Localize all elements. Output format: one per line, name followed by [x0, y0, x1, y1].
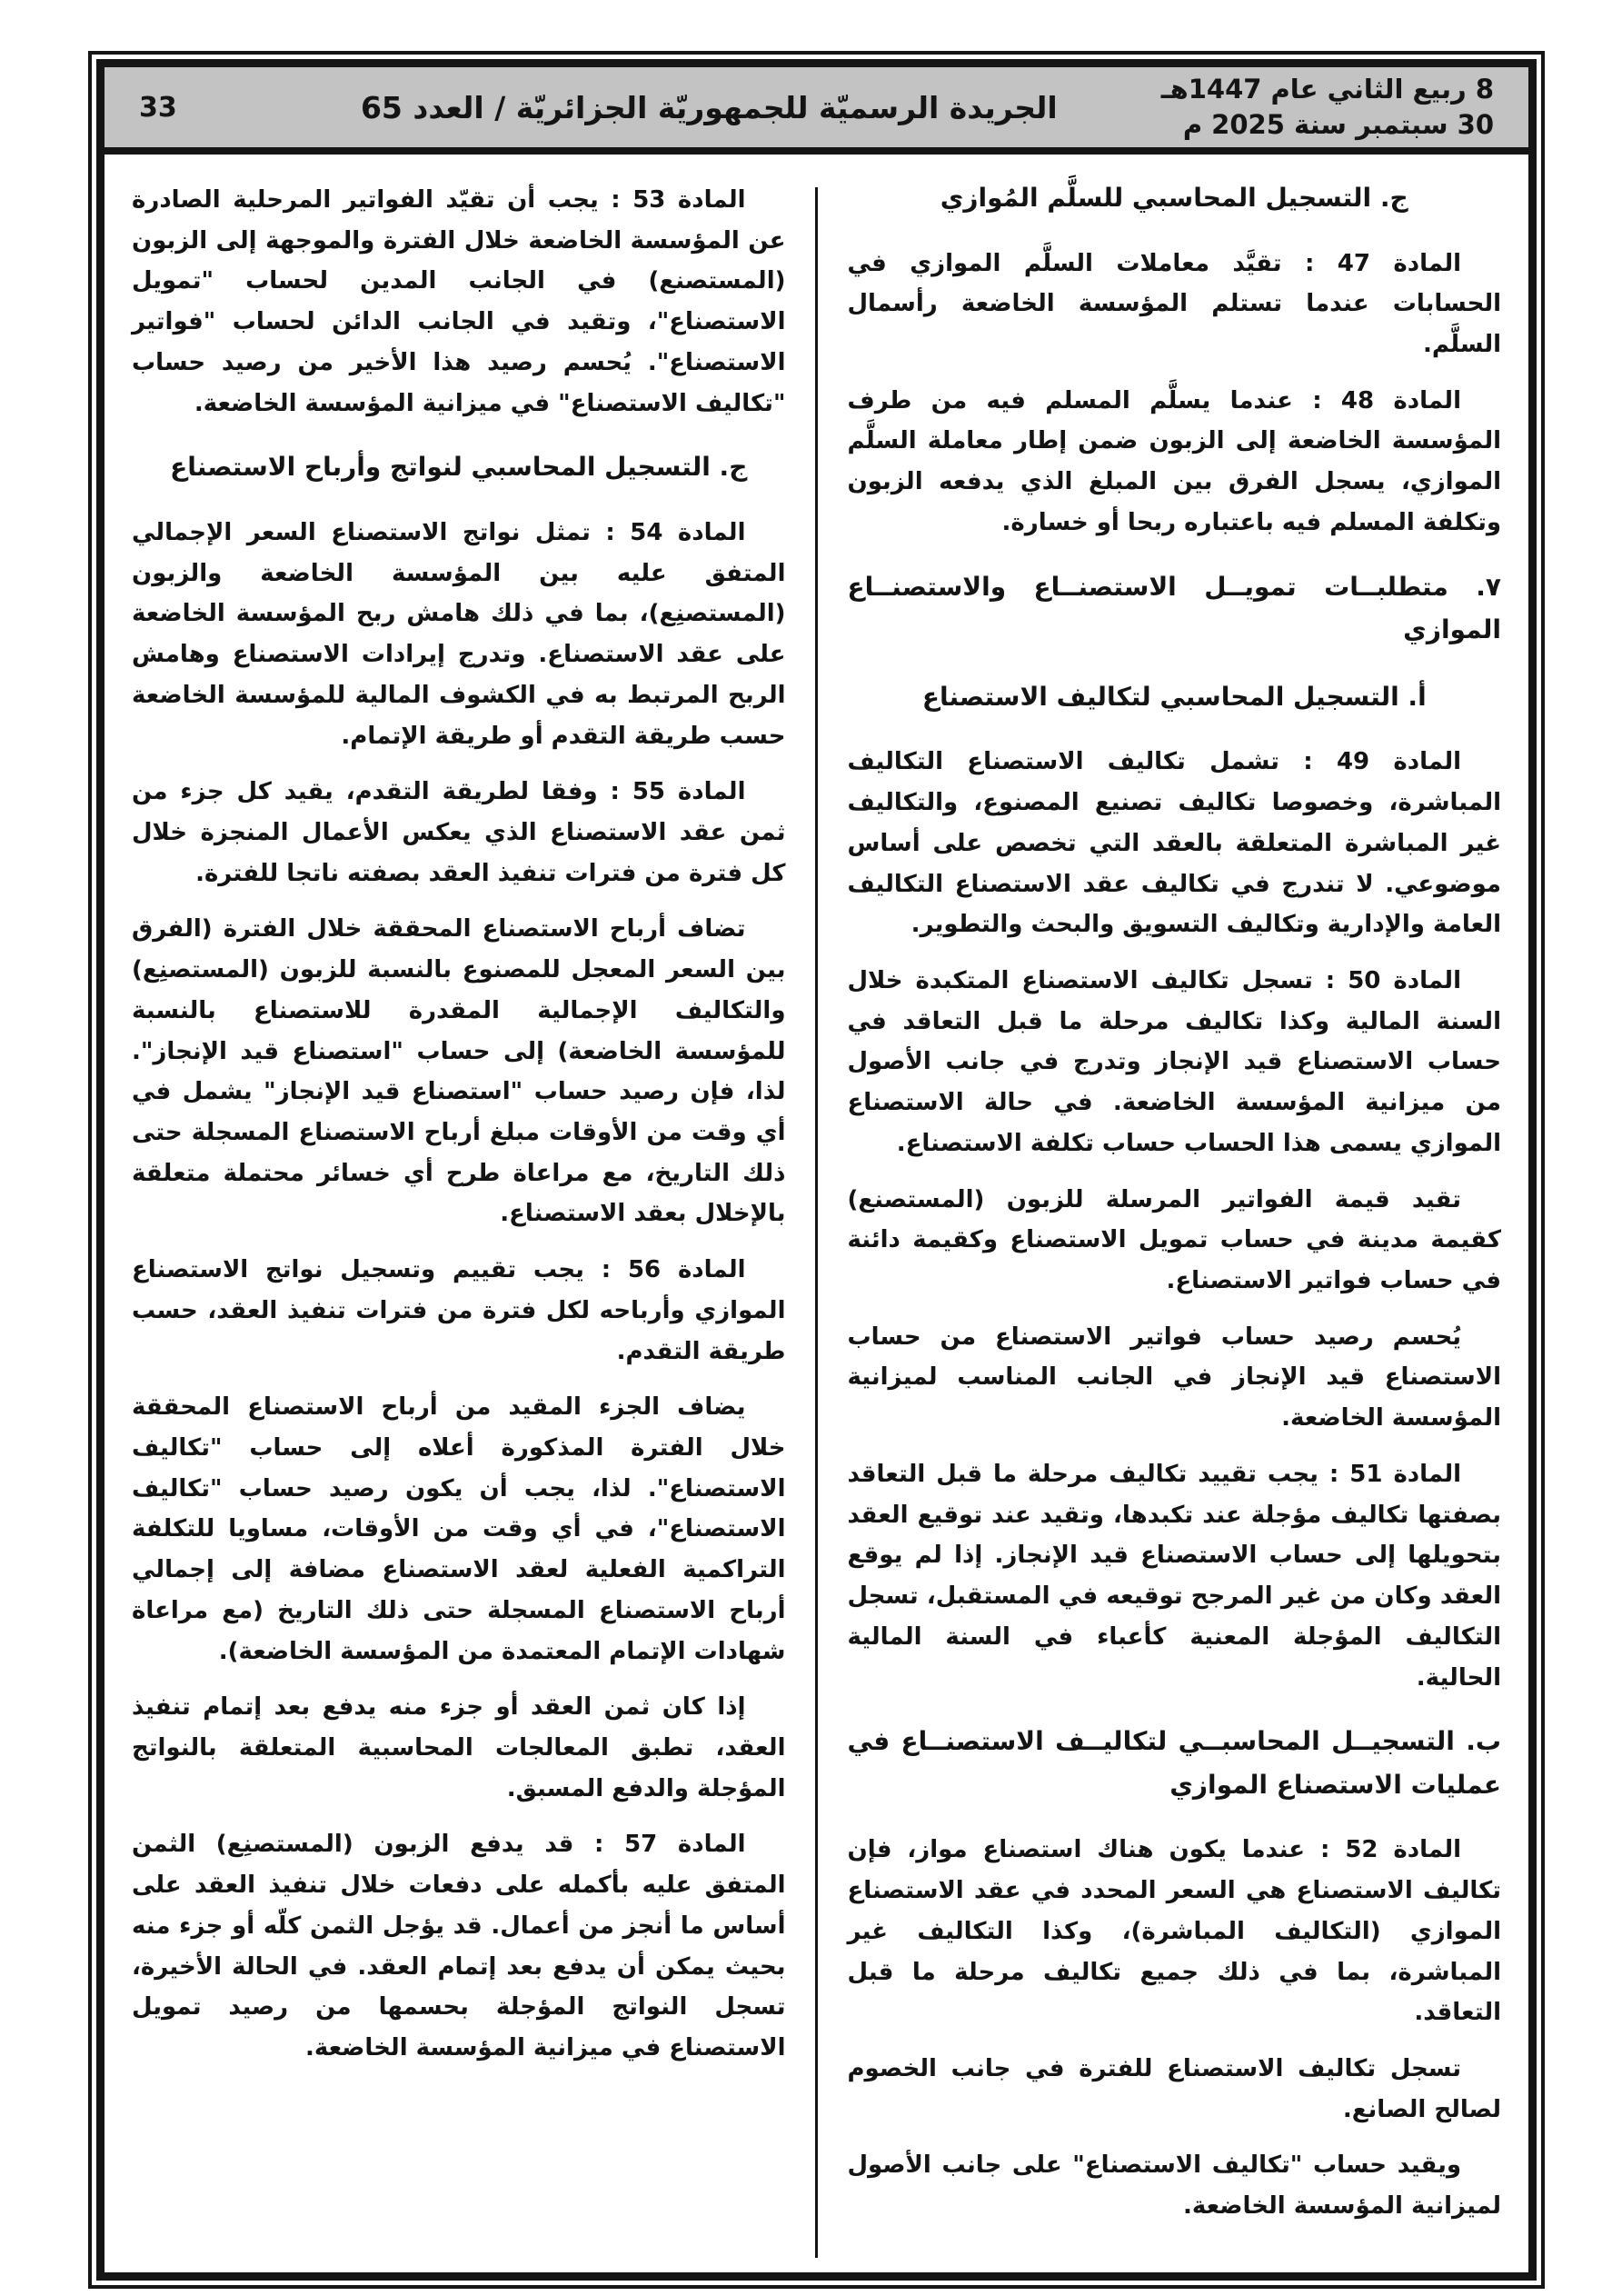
article-52 [848, 1830, 1502, 2033]
article-53 [132, 180, 786, 424]
column-right [817, 175, 1529, 2260]
article-56 [132, 1250, 786, 1372]
article-51-label: المادة 51 : [1328, 1460, 1461, 1488]
page-frame [88, 51, 1545, 2289]
article-48 [848, 381, 1502, 544]
article-49-text: تشمل تكاليف الاستصناع التكاليف المباشرة، وخصوصا تكاليف تصنيع المصنوع، والتكاليف غير المباشرة المتعلقة بالعقد التي تخصص على أساس موضوعي. لا تندرج في تكاليف عقد الاستصناع التكاليف العامة والإدارية وتكاليف التسويق والبحث والتطوير. [847, 748, 1501, 939]
publication-dates [1161, 72, 1494, 143]
journal-title: الجريدة الرسميّة للجمهوريّة الجزائريّة / العدد 65 [360, 89, 1058, 125]
paragraph-deferred-revenues: إذا كان ثمن العقد أو جزء منه يدفع بعد إتمام تنفيذ العقد، تطبق المعالجات المحاسبية المتعلقة بالنواتج المؤجلة والدفع المسبق. [132, 1693, 786, 1802]
column-left [104, 175, 817, 2260]
article-52-label: المادة 52 : [1319, 1836, 1461, 1864]
article-47 [848, 244, 1502, 365]
page-header [104, 67, 1528, 155]
article-53-label: المادة 53 : [611, 186, 746, 214]
page-content [104, 155, 1528, 2272]
article-51 [848, 1454, 1502, 1698]
page-number: 33 [139, 91, 177, 124]
article-48-label: المادة 48 : [1312, 386, 1461, 414]
article-55-label: المادة 55 : [610, 778, 746, 806]
paragraph-profits-added: تضاف أرباح الاستصناع المحققة خلال الفترة (الفرق بين السعر المعجل للمصنوع بالنسبة للزبون (المستصنِع) والتكاليف الإجمالية المقدرة للاستصناع بالنسبة للمؤسسة الخاضعة) إلى حساب "استصناع قيد الإنجاز". لذا، فإن رصيد حساب "استصناع قيد الإنجاز" يشمل في أي وقت من الأوقات مبلغ أرباح الاستصناع المسجلة حتى ذلك التاريخ، مع مراعاة طرح أي خسائر محتملة متعلقة بالإخلال بعقد الاستصناع. [132, 915, 786, 1228]
article-49-label: المادة 49 : [1303, 748, 1461, 776]
publication-date-gregorian: 30 سبتمبر سنة 2025 م [1182, 109, 1494, 140]
article-54 [132, 513, 786, 756]
article-53-text: يجب أن تقيّد الفواتير المرحلية الصادرة عن المؤسسة الخاضعة خلال الفترة والموجهة إلى الزبون (المستصنع) في الجانب المدين لحساب "تمويل الاستصناع"، وتقيد في الجانب الدائن لحساب "فواتير الاستصناع". يُحسم رصيد هذا الأخير من رصيد حساب "تكاليف الاستصناع" في ميزانية المؤسسة الخاضعة. [132, 186, 786, 417]
paragraph-invoices-balance: يُحسم رصيد حساب فواتير الاستصناع من حساب الاستصناع قيد الإنجاز في الجانب المناسب لميزانية المؤسسة الخاضعة. [847, 1323, 1501, 1433]
column-divider [815, 187, 818, 2258]
article-50-text: تسجل تكاليف الاستصناع المتكبدة خلال السنة المالية وكذا تكاليف مرحلة ما قبل التعاقد في حساب الاستصناع قيد الإنجاز وتدرج في جانب الأصول من ميزانية المؤسسة الخاضعة. في حالة الاستصناع الموازي يسمى هذا الحساب حساب تكلفة الاستصناع. [847, 967, 1501, 1157]
section-heading-c-istisna-revenues: ج. التسجيل المحاسبي لنواتج وأرباح الاستصناع [170, 452, 748, 483]
article-51-text: يجب تقييد تكاليف مرحلة ما قبل التعاقد بصفتها تكاليف مؤجلة عند تكبدها، وتقيد عند توقيع العقد بتحويلها إلى حساب الاستصناع قيد الإنجاز. إذا لم يوقع العقد وكان من غير المرجح توقيعه في المستقبل، تسجل التكاليف المؤجلة المعنية كأعباء في السنة المالية الحالية. [847, 1460, 1501, 1692]
paragraph-recorded-profit-share: يضاف الجزء المقيد من أرباح الاستصناع المحققة خلال الفترة المذكورة أعلاه إلى حساب "تكاليف الاستصناع". لذا، يجب أن يكون رصيد حساب "تكاليف الاستصناع"، في أي وقت من الأوقات، مساويا للتكلفة التراكمية الفعلية لعقد الاستصناع مضافة إلى إجمالي أرباح الاستصناع المسجلة حتى ذلك التاريخ (مع مراعاة شهادات الإتمام المعتمدة من المؤسسة الخاضعة). [132, 1393, 786, 1665]
article-55-text: وفقا لطريقة التقدم، يقيد كل جزء من ثمن عقد الاستصناع الذي يعكس الأعمال المنجزة خلال كل فترة من فترات تنفيذ العقد بصفته ناتجا للفترة. [132, 778, 786, 887]
article-55 [132, 772, 786, 893]
paragraph-costs-assets: ويقيد حساب "تكاليف الاستصناع" على جانب الأصول لميزانية المؤسسة الخاضعة. [847, 2151, 1501, 2221]
section-heading-c-salam: ج. التسجيل المحاسبي للسلَّم المُوازي [940, 183, 1408, 213]
article-47-label: المادة 47 : [1304, 249, 1461, 277]
article-54-text: تمثل نواتج الاستصناع السعر الإجمالي المتفق عليه بين المؤسسة الخاضعة والزبون (المستصنِع)، بما في ذلك هامش ربح المؤسسة الخاضعة على عقد الاستصناع. وتدرج إيرادات الاستصناع وهامش الربح المرتبط به في الكشوف المالية للمؤسسة الخاضعة حسب طريقة التقدم أو طريقة الإتمام. [132, 518, 786, 750]
article-56-text: يجب تقييم وتسجيل نواتج الاستصناع الموازي وأرباحه لكل فترة من فترات تنفيذ العقد، حسب طريقة التقدم. [132, 1256, 786, 1365]
page-frame-inner [96, 59, 1537, 2281]
article-57 [132, 1824, 786, 2068]
article-49 [848, 742, 1502, 945]
paragraph-costs-liabilities: تسجل تكاليف الاستصناع للفترة في جانب الخصوم لصالح الصانع. [847, 2055, 1501, 2123]
article-50-label: المادة 50 : [1325, 967, 1461, 994]
publication-date-hijri: 8 ربيع الثاني عام 1447هـ [1160, 73, 1494, 105]
article-48-text: عندما يسلَّم المسلم فيه من طرف المؤسسة الخاضعة إلى الزبون ضمن إطار معاملة السلَّم الموازي، يسجل الفرق بين المبلغ الذي يدفعه الزبون وتكلفة المسلم فيه باعتباره ربحا أو خسارة. [847, 386, 1501, 536]
section-heading-7-requirements: ٧. متطلبــات تمويــل الاستصنــاع والاستصنــاع الموازي [847, 571, 1501, 645]
article-56-label: المادة 56 : [601, 1256, 746, 1284]
section-heading-b-parallel-istisna-costs: ب. التسجيــل المحاسبــي لتكاليــف الاستصنــاع في عمليات الاستصناع الموازي [847, 1726, 1501, 1800]
article-54-label: المادة 54 : [605, 518, 746, 546]
article-57-text: قد يدفع الزبون (المستصنِع) الثمن المتفق عليه بأكمله على دفعات خلال تنفيذ العقد على أساس ما أنجز من أعمال. قد يؤجل الثمن كلّه أو جزء منه بحيث يمكن أن يدفع بعد إتمام العقد. في الحالة الأخيرة، تسجل النواتج المؤجلة بحسمها من رصيد تمويل الاستصناع في ميزانية المؤسسة الخاضعة. [132, 1831, 786, 2062]
article-57-label: المادة 57 : [594, 1831, 746, 1859]
section-heading-a-istisna-costs: أ. التسجيل المحاسبي لتكاليف الاستصناع [921, 681, 1427, 712]
article-50 [848, 961, 1502, 1164]
article-47-text: تقيَّد معاملات السلَّم الموازي في الحسابات عندما تستلم المؤسسة الخاضعة رأسمال السلَّم. [847, 249, 1501, 359]
article-52-text: عندما يكون هناك استصناع مواز، فإن تكاليف الاستصناع هي السعر المحدد في عقد الاستصناع الموازي (التكاليف المباشرة)، وكذا التكاليف غير المباشرة، بما في ذلك جميع تكاليف مرحلة ما قبل التعاقد. [847, 1836, 1501, 2027]
paragraph-invoices-debit: تقيد قيمة الفواتير المرسلة للزبون (المستصنع) كقيمة مدينة في حساب تمويل الاستصناع وكقيمة دائنة في حساب فواتير الاستصناع. [847, 1185, 1501, 1295]
